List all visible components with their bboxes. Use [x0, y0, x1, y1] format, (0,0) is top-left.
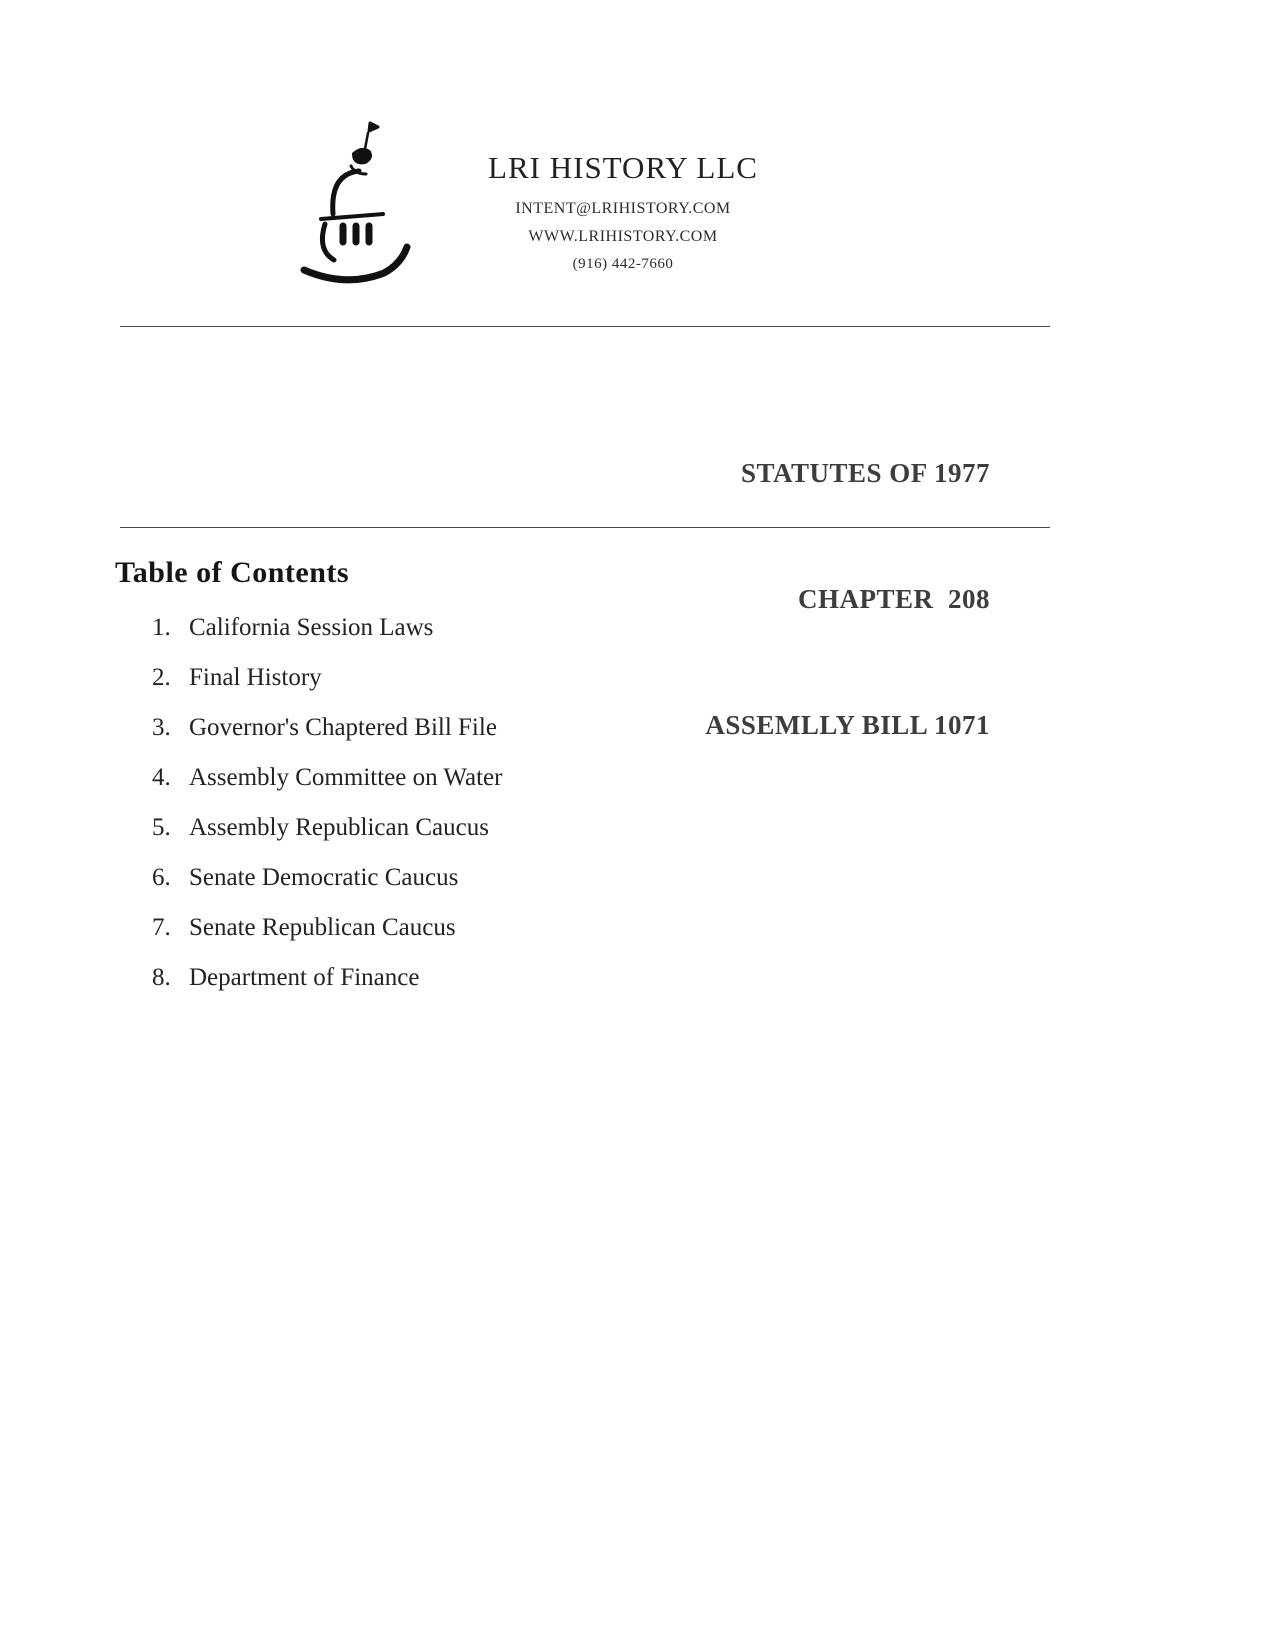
- toc-item: 2. Final History: [177, 664, 1015, 692]
- table-of-contents: [115, 556, 1015, 1014]
- company-name: LRI HISTORY LLC: [488, 150, 758, 185]
- toc-heading: Table of Contents: [115, 556, 350, 589]
- company-email: INTENT@LRIHISTORY.COM: [515, 200, 731, 217]
- capitol-dome-logo-icon: [290, 118, 440, 288]
- toc-item: 4. Assembly Committee on Water: [177, 764, 1015, 792]
- divider-top: [120, 326, 1050, 327]
- toc-item: 1. California Session Laws: [177, 614, 1015, 642]
- toc-item: 8. Department of Finance: [177, 964, 1015, 992]
- toc-item: 6. Senate Democratic Caucus: [177, 864, 1015, 892]
- statutes-line: STATUTES OF 1977: [740, 458, 990, 488]
- assembly-bill-line: ASSEMLLY BILL 1071: [705, 710, 990, 740]
- toc-item: 3. Governor's Chaptered Bill File: [177, 714, 1015, 742]
- chapter-line: CHAPTER 208: [797, 584, 990, 614]
- letterhead: [290, 118, 778, 288]
- toc-list: [115, 614, 1015, 992]
- letterhead-text: [468, 150, 778, 283]
- company-phone: (916) 442-7660: [572, 256, 674, 272]
- company-website: WWW.LRIHISTORY.COM: [528, 228, 718, 245]
- toc-item: 5. Assembly Republican Caucus: [177, 814, 1015, 842]
- toc-item: 7. Senate Republican Caucus: [177, 914, 1015, 942]
